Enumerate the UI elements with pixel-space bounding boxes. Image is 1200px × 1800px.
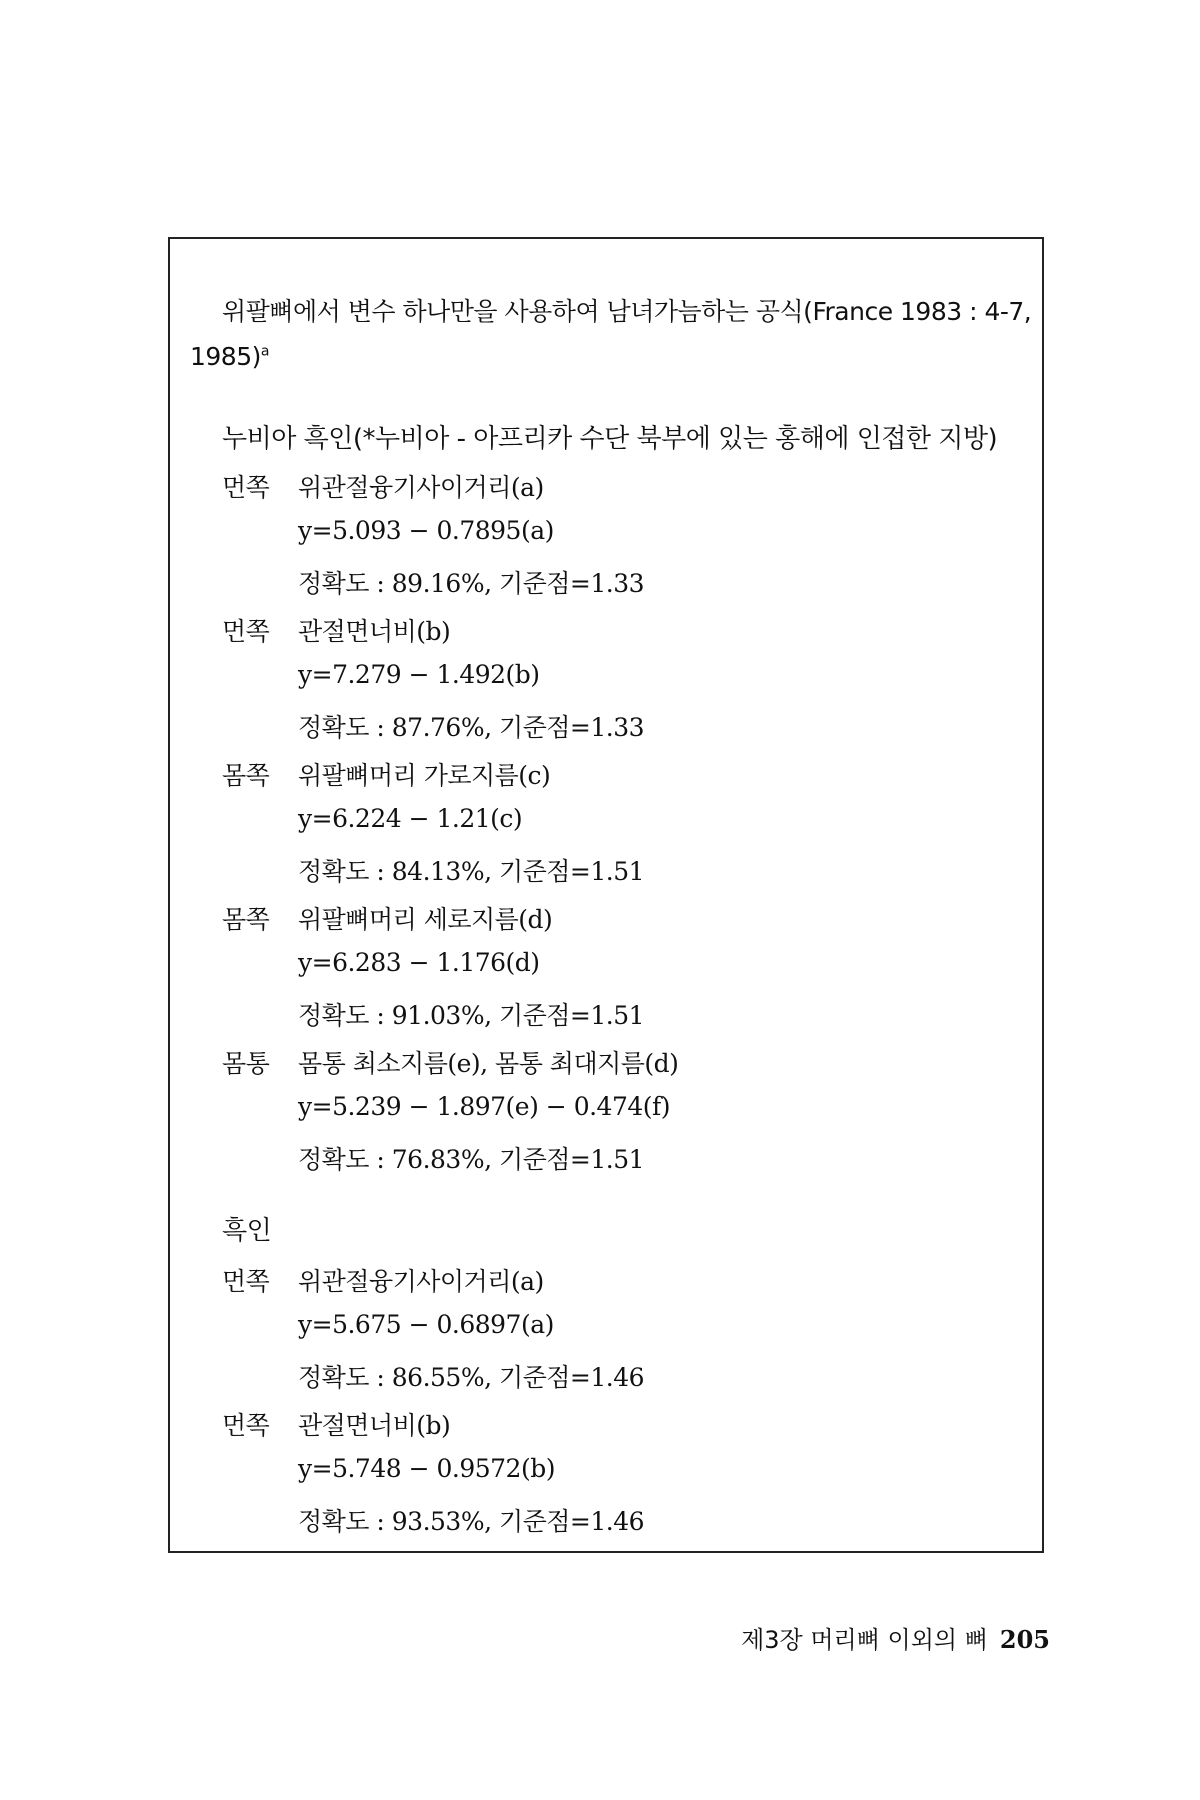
measure-name: 위팔뼈머리 세로지름(d): [298, 905, 553, 934]
equation: y=7.279 − 1.492(b): [298, 660, 540, 689]
measure-row: [222, 1044, 678, 1080]
accuracy: 정확도 : 93.53%, 기준점=1.46: [298, 1507, 645, 1536]
measure-label: 먼쪽: [222, 617, 270, 646]
box-heading-line2: [190, 342, 269, 371]
accuracy: 정확도 : 91.03%, 기준점=1.51: [298, 1001, 645, 1030]
page-footer: [741, 1620, 1050, 1655]
measure-name: 관절면너비(b): [298, 1411, 451, 1440]
accuracy: 정확도 : 89.16%, 기준점=1.33: [298, 569, 645, 598]
section-title-nubian: 누비아 흑인(*누비아 - 아프리카 수단 북부에 있는 홍해에 인접한 지방): [222, 424, 998, 454]
measure-row: [222, 468, 544, 504]
measure-row: [222, 1262, 544, 1298]
measure-row: [222, 900, 552, 936]
measure-name: 위관절융기사이거리(a): [298, 1267, 544, 1296]
accuracy: 정확도 : 84.13%, 기준점=1.51: [298, 857, 645, 886]
measure-row: [222, 1406, 450, 1442]
measure-label: 먼쪽: [222, 1267, 270, 1296]
accuracy: 정확도 : 76.83%, 기준점=1.51: [298, 1145, 645, 1174]
section-title-black: 흑인: [222, 1216, 272, 1246]
measure-name: 관절면너비(b): [298, 617, 451, 646]
chapter-title: 제3장 머리뼈 이외의 뼈: [741, 1626, 988, 1654]
measure-row: [222, 756, 550, 792]
measure-label: 먼쪽: [222, 473, 270, 502]
equation: y=5.239 − 1.897(e) − 0.474(f): [298, 1092, 671, 1121]
measure-label: 몸통: [222, 1049, 270, 1078]
measure-name: 위관절융기사이거리(a): [298, 473, 544, 502]
measure-row: [222, 612, 450, 648]
heading-year: 1985): [190, 342, 261, 371]
equation: y=5.675 − 0.6897(a): [298, 1310, 554, 1339]
page-number: 205: [999, 1625, 1050, 1654]
equation: y=5.748 − 0.9572(b): [298, 1454, 555, 1483]
accuracy: 정확도 : 86.55%, 기준점=1.46: [298, 1363, 645, 1392]
accuracy: 정확도 : 87.76%, 기준점=1.33: [298, 713, 645, 742]
measure-label: 먼쪽: [222, 1411, 270, 1440]
measure-label: 몸쪽: [222, 905, 270, 934]
measure-label: 몸쪽: [222, 761, 270, 790]
equation: y=6.283 − 1.176(d): [298, 948, 540, 977]
footnote-marker: a: [260, 343, 269, 360]
measure-name: 위팔뼈머리 가로지름(c): [298, 761, 551, 790]
measure-name: 몸통 최소지름(e), 몸통 최대지름(d): [298, 1049, 679, 1078]
equation: y=5.093 − 0.7895(a): [298, 516, 554, 545]
equation: y=6.224 − 1.21(c): [298, 804, 523, 833]
box-heading-line1: 위팔뼈에서 변수 하나만을 사용하여 남녀가늠하는 공식(France 1983 : 4-7,: [222, 297, 1032, 326]
